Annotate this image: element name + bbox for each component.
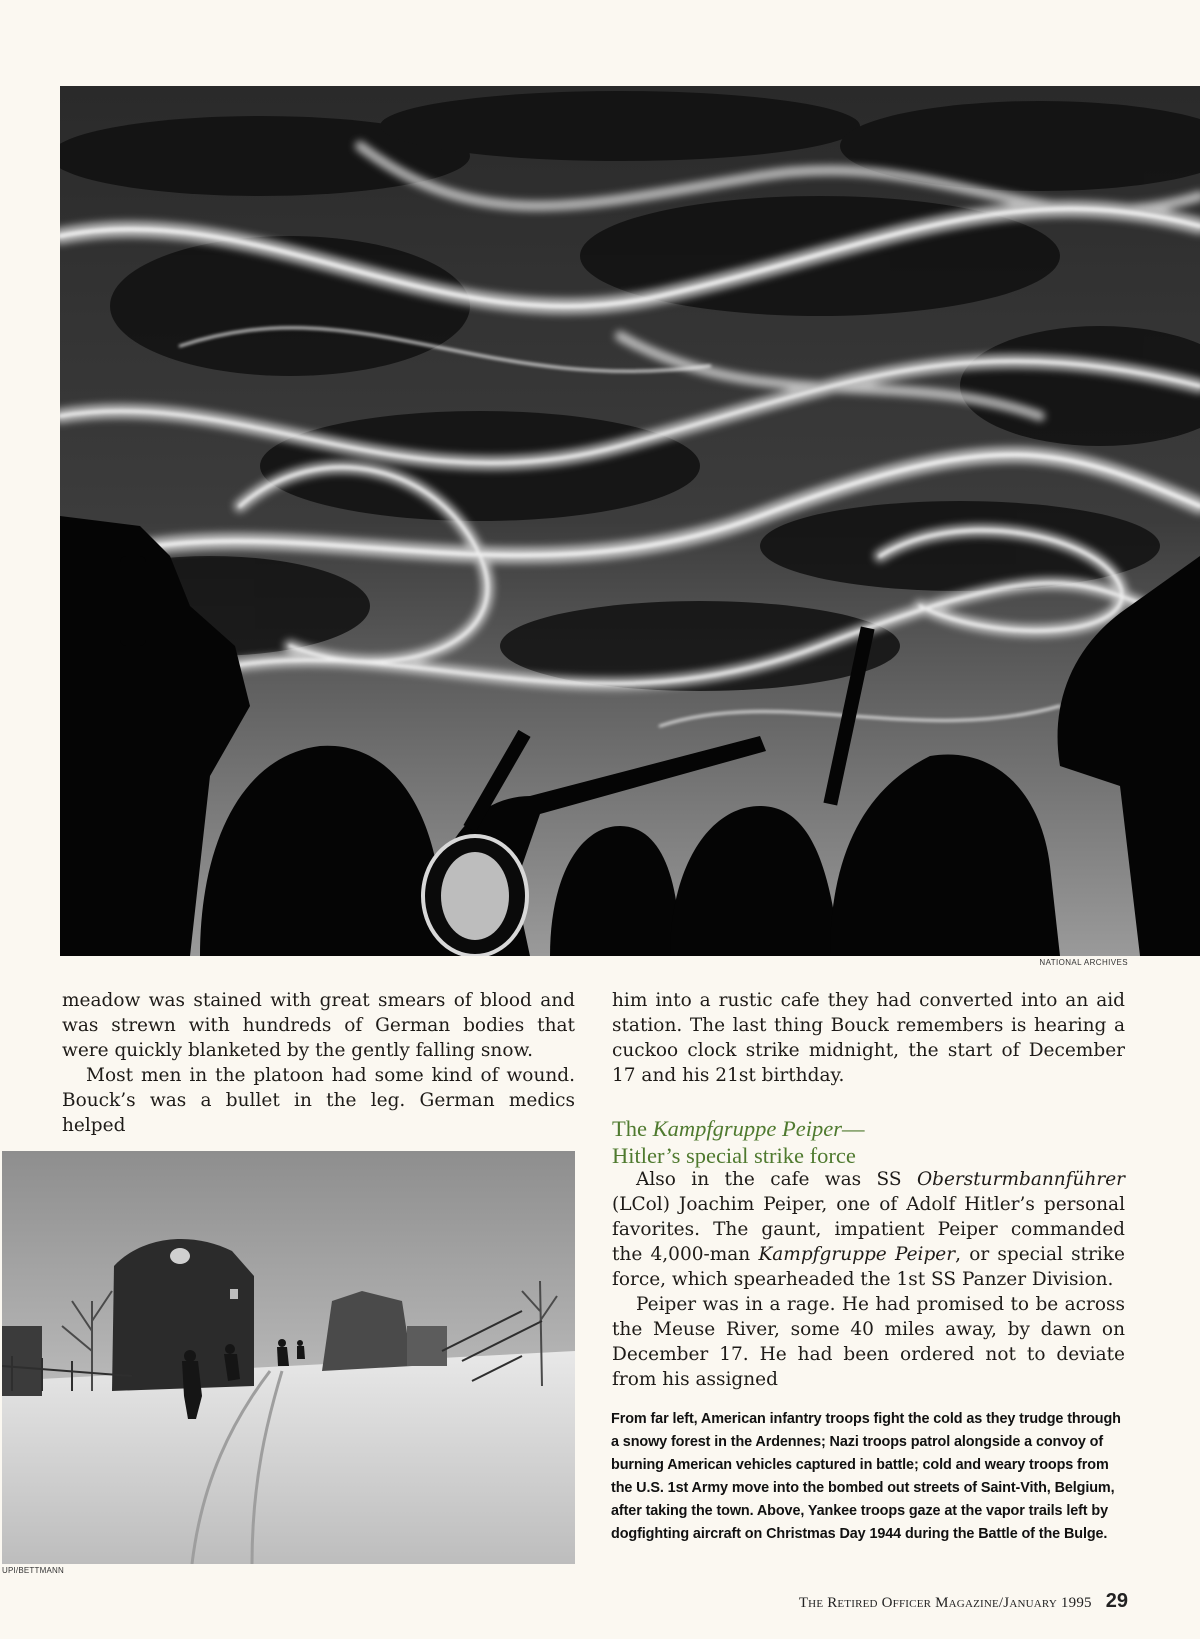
vapor-trails-image xyxy=(60,86,1200,956)
subhead-dash: — xyxy=(841,1116,865,1141)
article-paragraph: Most men in the platoon had some kind of wound. Bouck’s was a bullet in the leg. German medics helped xyxy=(62,1065,575,1136)
italic-term: Obersturmbannführer xyxy=(916,1169,1125,1190)
article-paragraph: meadow was stained with great smears of blood and was strewn with hundreds of German bodies that were quickly blanketed by the gently falling snow. xyxy=(62,990,575,1061)
text-run: Also in the cafe was SS xyxy=(636,1169,917,1190)
subhead-italic: Kampfgruppe Peiper xyxy=(652,1116,842,1141)
bottom-photo xyxy=(2,1151,575,1564)
snowy-street-image xyxy=(2,1151,575,1564)
subhead-line-two: Hitler’s special strike force xyxy=(612,1143,856,1168)
top-photo xyxy=(60,86,1200,956)
photo-caption: From far left, American infantry troops fight the cold as they trudge through a snowy forest in the Ardennes; Nazi troops patrol alongside a convoy of burning American vehicles captured in battle; cold and weary troops from the U.S. 1st Army move into the bombed out streets of Saint-Vith, Belgium, after taking the town. Above, Yankee troops gaze at the vapor trails left by dogfighting aircraft on Christmas Day 1944 during the Battle of the Bulge. xyxy=(611,1411,1121,1542)
text-run: (LCol) Joachim Peiper, one of Adolf Hitler’s personal favorites. The gaunt, impatient Peiper commanded the 4,000-man xyxy=(612,1194,1125,1265)
article-left-column xyxy=(62,988,575,1138)
italic-term: Kampfgruppe Peiper xyxy=(758,1244,956,1265)
publication-title: The Retired Officer Magazine/January 1995 xyxy=(798,1595,1092,1611)
subhead-prefix: The xyxy=(612,1116,653,1141)
article-paragraph: him into a rustic cafe they had converted into an aid station. The last thing Bouck remembers is hearing a cuckoo clock strike midnight, the start of December 17 and his 21st birthday. xyxy=(612,990,1125,1086)
article-right-column-body xyxy=(612,1167,1125,1392)
page-number: 29 xyxy=(1105,1590,1128,1612)
photo-credit-top: NATIONAL ARCHIVES xyxy=(1039,958,1128,967)
text-run: , or special strike force, which spearheaded the 1st SS Panzer Division. xyxy=(612,1244,1125,1290)
page-footer xyxy=(799,1590,1128,1613)
article-paragraph: Peiper was in a rage. He had promised to be across the Meuse River, some 40 miles away, by dawn on December 17. He had been ordered not to deviate from his assigned xyxy=(612,1294,1125,1390)
article-right-column-top xyxy=(612,988,1125,1088)
section-subhead xyxy=(612,1115,1132,1169)
article-paragraph xyxy=(612,1167,1125,1292)
photo-credit-bottom: UPI/BETTMANN xyxy=(2,1566,64,1575)
